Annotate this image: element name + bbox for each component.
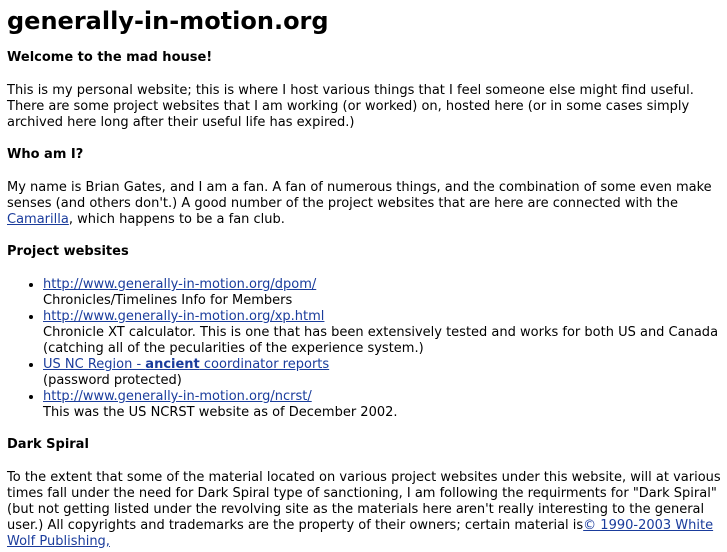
page [0, 7, 723, 550]
who-text [7, 180, 723, 228]
white-wolf-link[interactable]: © 1990-2003 White Wolf Publishing, [7, 518, 714, 549]
welcome-text: This is my personal website; this is where I host various things that I feel someone else might find useful. There are some project websites that I am working (or worked) on, hosted here (or in some cases simply archived here long after their useful life has expired.) [7, 83, 694, 130]
camarilla-link[interactable]: Camarilla [7, 212, 69, 227]
xp-calculator-link[interactable]: http://www.generally-in-motion.org/xp.html [43, 309, 325, 324]
list-item [43, 357, 723, 389]
welcome-heading: Welcome to the mad house! [7, 50, 213, 65]
project-desc: Chronicle XT calculator. This is one that has been extensively tested and works for both US and Canada (catching all of the pecularities of the experience system.) [43, 325, 719, 356]
project-desc: Chronicles/Timelines Info for Members [43, 293, 293, 308]
nc-region-reports-link[interactable] [43, 357, 329, 372]
list-item [43, 389, 723, 421]
who-text-before: My name is Brian Gates, and I am a fan. A fan of numerous things, and the combination of some even make senses (and others don't.) A good number of the project websites that are here are connected with the [7, 180, 712, 211]
dpom-link[interactable]: http://www.generally-in-motion.org/dpom/ [43, 277, 317, 292]
site-title: generally-in-motion.org [7, 7, 329, 35]
dark-spiral-body: To the extent that some of the material located on various project websites under this website, will at various times fall under the need for Dark Spiral type of sanctioning, I am following the requirments for "Dark Spiral" (but not getting listed under the revolving site as the materials here aren't really interesting to the general user.) All copyrights and trademarks are the property of their owners; certain material is [7, 470, 721, 533]
link-suffix: coordinator reports [199, 357, 330, 372]
list-item [43, 277, 723, 309]
link-bold: ancient [145, 357, 200, 372]
list-item [43, 309, 723, 357]
link-prefix: US NC Region - [43, 357, 146, 372]
project-list [7, 277, 723, 421]
project-desc: This was the US NCRST website as of December 2002. [43, 405, 398, 420]
dark-spiral-text [7, 470, 723, 550]
who-heading: Who am I? [7, 147, 84, 162]
dark-spiral-heading: Dark Spiral [7, 437, 89, 452]
ncrst-link[interactable]: http://www.generally-in-motion.org/ncrst/ [43, 389, 312, 404]
projects-heading: Project websites [7, 244, 129, 259]
project-desc: (password protected) [43, 373, 182, 388]
who-text-after: , which happens to be a fan club. [68, 212, 285, 227]
